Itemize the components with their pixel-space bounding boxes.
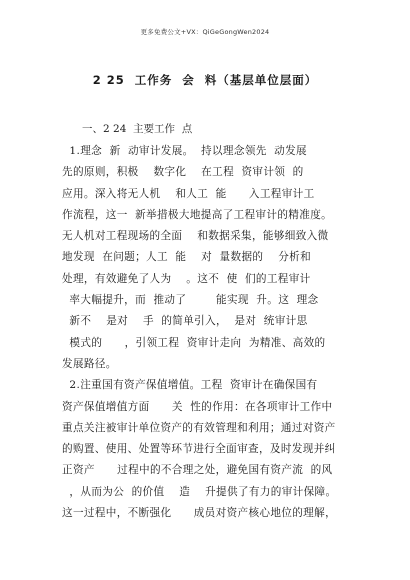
text-line: 1.理念 新 动审计发展。 持以理念领先 动发展: [62, 145, 307, 157]
text-line: 地发现 在问题；人工 能 对 量数据的 分析和: [62, 251, 312, 264]
text-line: ，从而为公 的价值 造 升提供了有力的审计保障。: [62, 485, 337, 498]
text-line: 处理，有效避免了人为 。这不 使 们的工程审计: [62, 272, 311, 285]
text-line: 正资产 过程中的不合理之处，避免国有资产流 的风: [62, 464, 333, 477]
section-heading: 一、2 24 主要工作 点: [82, 123, 193, 135]
text-line: 发展路径。: [62, 357, 117, 370]
text-line: 这一过程中，不断强化 成员对资产核心地位的理解，: [62, 507, 337, 520]
paragraph-2: [62, 375, 354, 524]
text-line: 率大幅提升，而 推动了 能实现 升。这 理念: [62, 294, 319, 307]
text-line: 新不 是对 手 的简单引入， 是对 统审计思: [62, 315, 308, 328]
text-line: 应用。深入将无人机 和人工 能 入工程审计工: [62, 187, 315, 200]
text-line: 的购置、使用、处置等环节进行全面审查，及时发现并纠: [62, 443, 336, 456]
text-line: 2.注重国有资产保值增值。工程 资审计在确保国有: [62, 379, 318, 392]
text-line: 模式的 ，引领工程 资审计走向 为精准、高效的: [62, 336, 326, 349]
text-line: 无人机对工程现场的全面 和数据采集，能够细致入微: [62, 230, 329, 243]
text-line: 作流程，这一 新举措极大地提高了工程审计的精准度。: [62, 208, 333, 221]
header-note: 更多免费公文+VX：QiGeGongWen2024: [140, 28, 270, 36]
text-line: 先的原则，积极 数字化 在工程 资审计领 的: [62, 166, 304, 179]
paragraph-1: [62, 141, 354, 375]
document-body: [62, 141, 354, 524]
text-line: 重点关注被审计单位资产的有效管理和利用；通过对资产: [62, 421, 336, 434]
text-line: 资产保值增值方面 关 性的作用：在各项审计工作中: [62, 400, 333, 413]
document-title: 2 25 工作务 会 料（基层单位层面）: [92, 73, 318, 87]
